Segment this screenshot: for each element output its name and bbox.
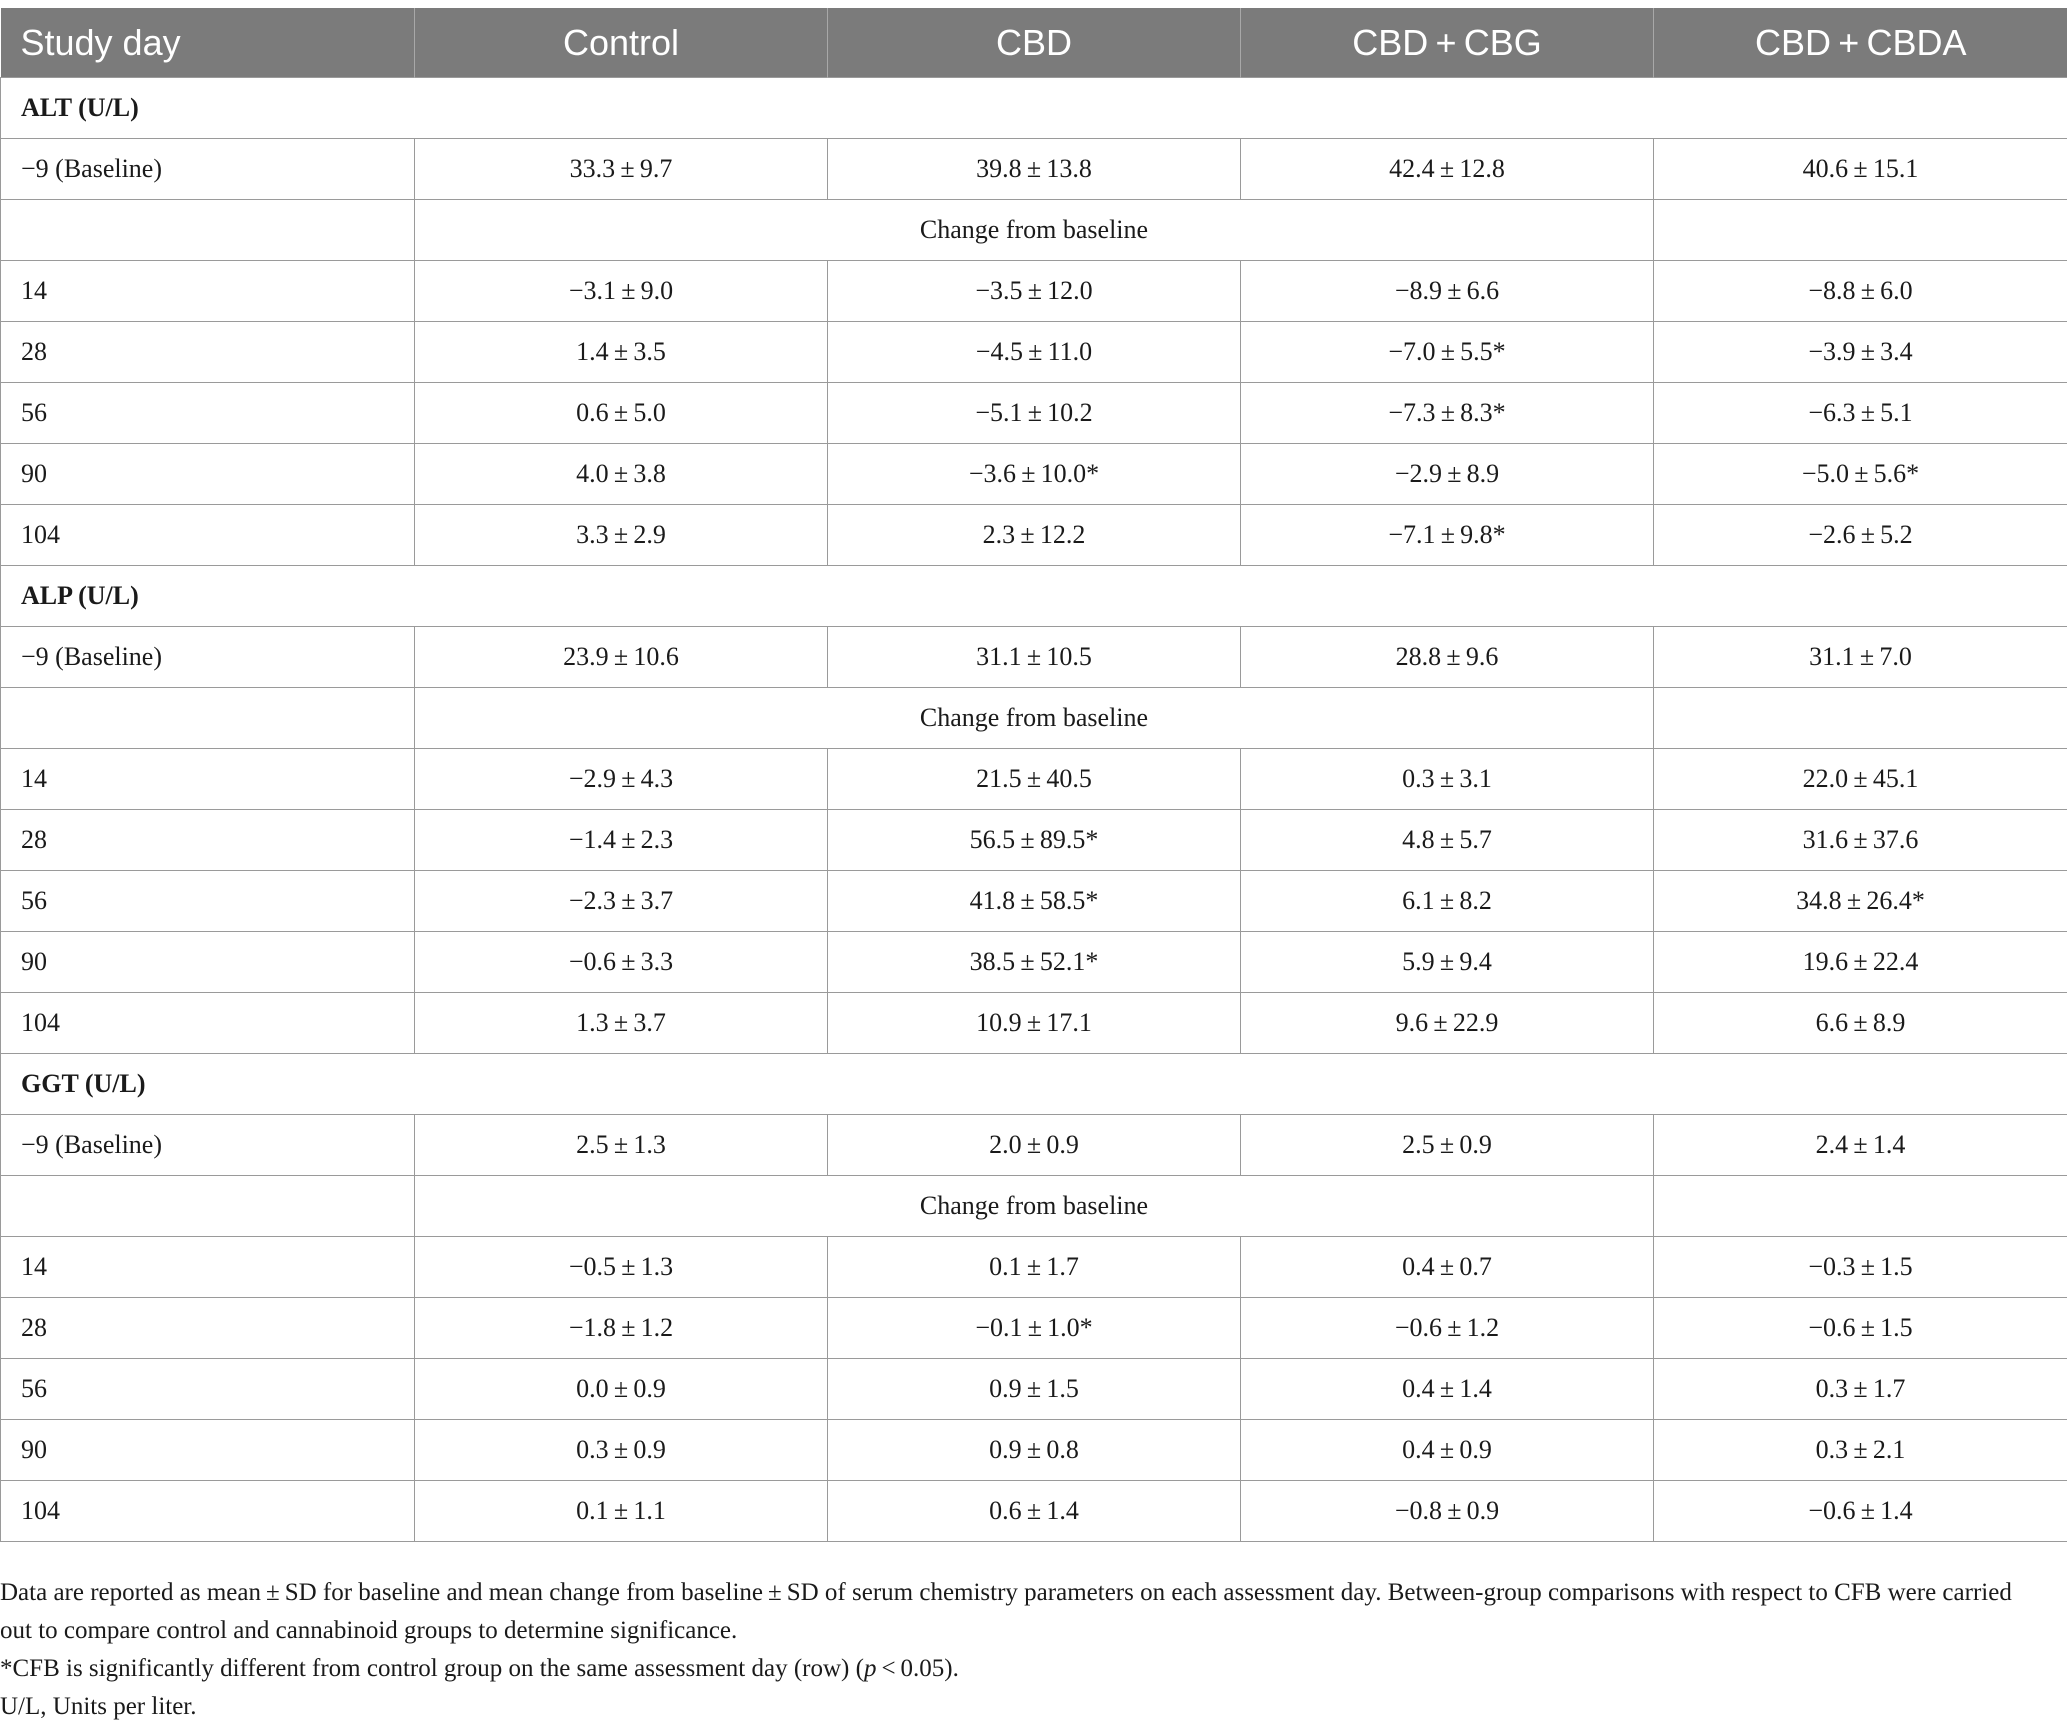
value-cell-cbd: 38.5 ± 52.1* bbox=[828, 932, 1241, 993]
value-cell-cbd-cbg: −7.3 ± 8.3* bbox=[1241, 383, 1654, 444]
section-heading-row bbox=[1, 566, 2067, 627]
empty-cell bbox=[1654, 200, 2067, 261]
change-label-row bbox=[1, 200, 2067, 261]
value-cell-cbd-cbda: −3.9 ± 3.4 bbox=[1654, 322, 2067, 383]
value-cell-cbd-cbg: 5.9 ± 9.4 bbox=[1241, 932, 1654, 993]
study-day-cell: 104 bbox=[1, 1481, 415, 1542]
value-cell-cbd: −4.5 ± 11.0 bbox=[828, 322, 1241, 383]
value-cell-cbd-cbda: 19.6 ± 22.4 bbox=[1654, 932, 2067, 993]
section-title: ALT (U/L) bbox=[1, 78, 2067, 139]
table-row bbox=[1, 261, 2067, 322]
value-cell-cbd-cbg: 0.4 ± 0.7 bbox=[1241, 1237, 1654, 1298]
value-cell-control: −1.4 ± 2.3 bbox=[415, 810, 828, 871]
value-cell-cbd-cbda: 40.6 ± 15.1 bbox=[1654, 139, 2067, 200]
header-control: Control bbox=[415, 8, 828, 78]
value-cell-cbd-cbg: 0.3 ± 3.1 bbox=[1241, 749, 1654, 810]
value-cell-control: 0.3 ± 0.9 bbox=[415, 1420, 828, 1481]
value-cell-control: 2.5 ± 1.3 bbox=[415, 1115, 828, 1176]
serum-chemistry-table bbox=[0, 8, 2067, 1542]
units-footnote: U/L, Units per liter. bbox=[0, 1693, 197, 1720]
value-cell-cbd-cbda: 31.6 ± 37.6 bbox=[1654, 810, 2067, 871]
baseline-row bbox=[1, 1115, 2067, 1176]
table-row bbox=[1, 749, 2067, 810]
study-day-cell: −9 (Baseline) bbox=[1, 1115, 415, 1176]
study-day-cell: 14 bbox=[1, 261, 415, 322]
baseline-row bbox=[1, 139, 2067, 200]
value-cell-cbd: −0.1 ± 1.0* bbox=[828, 1298, 1241, 1359]
value-cell-cbd-cbg: −2.9 ± 8.9 bbox=[1241, 444, 1654, 505]
value-cell-cbd: 10.9 ± 17.1 bbox=[828, 993, 1241, 1054]
study-day-cell: 14 bbox=[1, 749, 415, 810]
value-cell-cbd-cbg: 0.4 ± 0.9 bbox=[1241, 1420, 1654, 1481]
value-cell-cbd: 41.8 ± 58.5* bbox=[828, 871, 1241, 932]
table-row bbox=[1, 871, 2067, 932]
table-row bbox=[1, 1359, 2067, 1420]
value-cell-cbd-cbg: 28.8 ± 9.6 bbox=[1241, 627, 1654, 688]
study-day-cell: −9 (Baseline) bbox=[1, 139, 415, 200]
table-row bbox=[1, 383, 2067, 444]
change-from-baseline-label: Change from baseline bbox=[415, 688, 1654, 749]
value-cell-cbd-cbda: −6.3 ± 5.1 bbox=[1654, 383, 2067, 444]
value-cell-cbd-cbg: 2.5 ± 0.9 bbox=[1241, 1115, 1654, 1176]
value-cell-cbd: 2.0 ± 0.9 bbox=[828, 1115, 1241, 1176]
value-cell-cbd-cbg: −7.1 ± 9.8* bbox=[1241, 505, 1654, 566]
header-cbd: CBD bbox=[828, 8, 1241, 78]
study-day-cell: 28 bbox=[1, 810, 415, 871]
study-day-cell: 56 bbox=[1, 1359, 415, 1420]
table-row bbox=[1, 932, 2067, 993]
value-cell-control: 3.3 ± 2.9 bbox=[415, 505, 828, 566]
change-label-row bbox=[1, 1176, 2067, 1237]
value-cell-cbd-cbda: −8.8 ± 6.0 bbox=[1654, 261, 2067, 322]
study-day-cell: 104 bbox=[1, 505, 415, 566]
section-heading-row bbox=[1, 1054, 2067, 1115]
value-cell-cbd-cbda: −0.3 ± 1.5 bbox=[1654, 1237, 2067, 1298]
study-day-cell: 104 bbox=[1, 993, 415, 1054]
value-cell-cbd-cbda: −2.6 ± 5.2 bbox=[1654, 505, 2067, 566]
value-cell-cbd: 0.9 ± 0.8 bbox=[828, 1420, 1241, 1481]
value-cell-cbd-cbg: −8.9 ± 6.6 bbox=[1241, 261, 1654, 322]
table-header bbox=[1, 8, 2067, 78]
value-cell-control: 0.0 ± 0.9 bbox=[415, 1359, 828, 1420]
value-cell-cbd-cbda: 0.3 ± 2.1 bbox=[1654, 1420, 2067, 1481]
value-cell-cbd: 0.1 ± 1.7 bbox=[828, 1237, 1241, 1298]
value-cell-control: −0.6 ± 3.3 bbox=[415, 932, 828, 993]
value-cell-control: 33.3 ± 9.7 bbox=[415, 139, 828, 200]
table-row bbox=[1, 810, 2067, 871]
value-cell-cbd: 0.9 ± 1.5 bbox=[828, 1359, 1241, 1420]
value-cell-cbd: 21.5 ± 40.5 bbox=[828, 749, 1241, 810]
value-cell-cbd-cbda: 2.4 ± 1.4 bbox=[1654, 1115, 2067, 1176]
header-study-day: Study day bbox=[1, 8, 415, 78]
value-cell-cbd-cbg: −0.6 ± 1.2 bbox=[1241, 1298, 1654, 1359]
study-day-cell: 28 bbox=[1, 1298, 415, 1359]
table-row bbox=[1, 1298, 2067, 1359]
section-title: GGT (U/L) bbox=[1, 1054, 2067, 1115]
empty-cell bbox=[1, 688, 415, 749]
value-cell-cbd-cbg: −7.0 ± 5.5* bbox=[1241, 322, 1654, 383]
table-row bbox=[1, 444, 2067, 505]
value-cell-cbd-cbda: −0.6 ± 1.5 bbox=[1654, 1298, 2067, 1359]
value-cell-control: −1.8 ± 1.2 bbox=[415, 1298, 828, 1359]
value-cell-cbd-cbg: 42.4 ± 12.8 bbox=[1241, 139, 1654, 200]
empty-cell bbox=[1654, 1176, 2067, 1237]
empty-cell bbox=[1, 200, 415, 261]
value-cell-control: −3.1 ± 9.0 bbox=[415, 261, 828, 322]
value-cell-cbd-cbg: 4.8 ± 5.7 bbox=[1241, 810, 1654, 871]
value-cell-cbd-cbda: 34.8 ± 26.4* bbox=[1654, 871, 2067, 932]
value-cell-cbd: −3.5 ± 12.0 bbox=[828, 261, 1241, 322]
change-from-baseline-label: Change from baseline bbox=[415, 1176, 1654, 1237]
value-cell-cbd-cbg: 0.4 ± 1.4 bbox=[1241, 1359, 1654, 1420]
study-day-cell: 90 bbox=[1, 1420, 415, 1481]
value-cell-cbd-cbda: 0.3 ± 1.7 bbox=[1654, 1359, 2067, 1420]
value-cell-cbd: 31.1 ± 10.5 bbox=[828, 627, 1241, 688]
section-heading-row bbox=[1, 78, 2067, 139]
table-footnotes bbox=[0, 1574, 2040, 1726]
baseline-row bbox=[1, 627, 2067, 688]
header-cbd-cbg: CBD + CBG bbox=[1241, 8, 1654, 78]
study-day-cell: 56 bbox=[1, 383, 415, 444]
value-cell-cbd: 39.8 ± 13.8 bbox=[828, 139, 1241, 200]
change-from-baseline-label: Change from baseline bbox=[415, 200, 1654, 261]
table-row bbox=[1, 322, 2067, 383]
value-cell-cbd-cbg: 6.1 ± 8.2 bbox=[1241, 871, 1654, 932]
value-cell-cbd-cbg: −0.8 ± 0.9 bbox=[1241, 1481, 1654, 1542]
study-day-cell: 90 bbox=[1, 444, 415, 505]
value-cell-cbd-cbda: −5.0 ± 5.6* bbox=[1654, 444, 2067, 505]
header-cbd-cbda: CBD + CBDA bbox=[1654, 8, 2067, 78]
header-row bbox=[1, 8, 2067, 78]
value-cell-control: −0.5 ± 1.3 bbox=[415, 1237, 828, 1298]
value-cell-control: 1.3 ± 3.7 bbox=[415, 993, 828, 1054]
value-cell-cbd: 56.5 ± 89.5* bbox=[828, 810, 1241, 871]
value-cell-control: 0.6 ± 5.0 bbox=[415, 383, 828, 444]
value-cell-control: −2.3 ± 3.7 bbox=[415, 871, 828, 932]
table-row bbox=[1, 505, 2067, 566]
study-day-cell: 56 bbox=[1, 871, 415, 932]
section-title: ALP (U/L) bbox=[1, 566, 2067, 627]
empty-cell bbox=[1, 1176, 415, 1237]
value-cell-cbd-cbda: 22.0 ± 45.1 bbox=[1654, 749, 2067, 810]
value-cell-control: 0.1 ± 1.1 bbox=[415, 1481, 828, 1542]
table-row bbox=[1, 1481, 2067, 1542]
significance-footnote: *CFB is significantly different from control group on the same assessment day (row) (p < 0.05). bbox=[0, 1655, 959, 1682]
value-cell-cbd: 2.3 ± 12.2 bbox=[828, 505, 1241, 566]
study-day-cell: 90 bbox=[1, 932, 415, 993]
table-row bbox=[1, 1420, 2067, 1481]
value-cell-cbd: −3.6 ± 10.0* bbox=[828, 444, 1241, 505]
table-row bbox=[1, 1237, 2067, 1298]
value-cell-control: −2.9 ± 4.3 bbox=[415, 749, 828, 810]
study-day-cell: −9 (Baseline) bbox=[1, 627, 415, 688]
data-footnote: Data are reported as mean ± SD for baseline and mean change from baseline ± SD of serum chemistry parameters on each assessment day. Between-group comparisons with respect to CFB were carried out to compare control and cannabinoid groups to determine significance. bbox=[0, 1579, 2012, 1644]
value-cell-cbd-cbg: 9.6 ± 22.9 bbox=[1241, 993, 1654, 1054]
value-cell-control: 1.4 ± 3.5 bbox=[415, 322, 828, 383]
value-cell-cbd: −5.1 ± 10.2 bbox=[828, 383, 1241, 444]
value-cell-cbd: 0.6 ± 1.4 bbox=[828, 1481, 1241, 1542]
study-day-cell: 14 bbox=[1, 1237, 415, 1298]
empty-cell bbox=[1654, 688, 2067, 749]
table-row bbox=[1, 993, 2067, 1054]
table-body bbox=[1, 78, 2067, 1542]
change-label-row bbox=[1, 688, 2067, 749]
value-cell-control: 23.9 ± 10.6 bbox=[415, 627, 828, 688]
value-cell-cbd-cbda: 31.1 ± 7.0 bbox=[1654, 627, 2067, 688]
study-day-cell: 28 bbox=[1, 322, 415, 383]
value-cell-cbd-cbda: −0.6 ± 1.4 bbox=[1654, 1481, 2067, 1542]
value-cell-cbd-cbda: 6.6 ± 8.9 bbox=[1654, 993, 2067, 1054]
value-cell-control: 4.0 ± 3.8 bbox=[415, 444, 828, 505]
